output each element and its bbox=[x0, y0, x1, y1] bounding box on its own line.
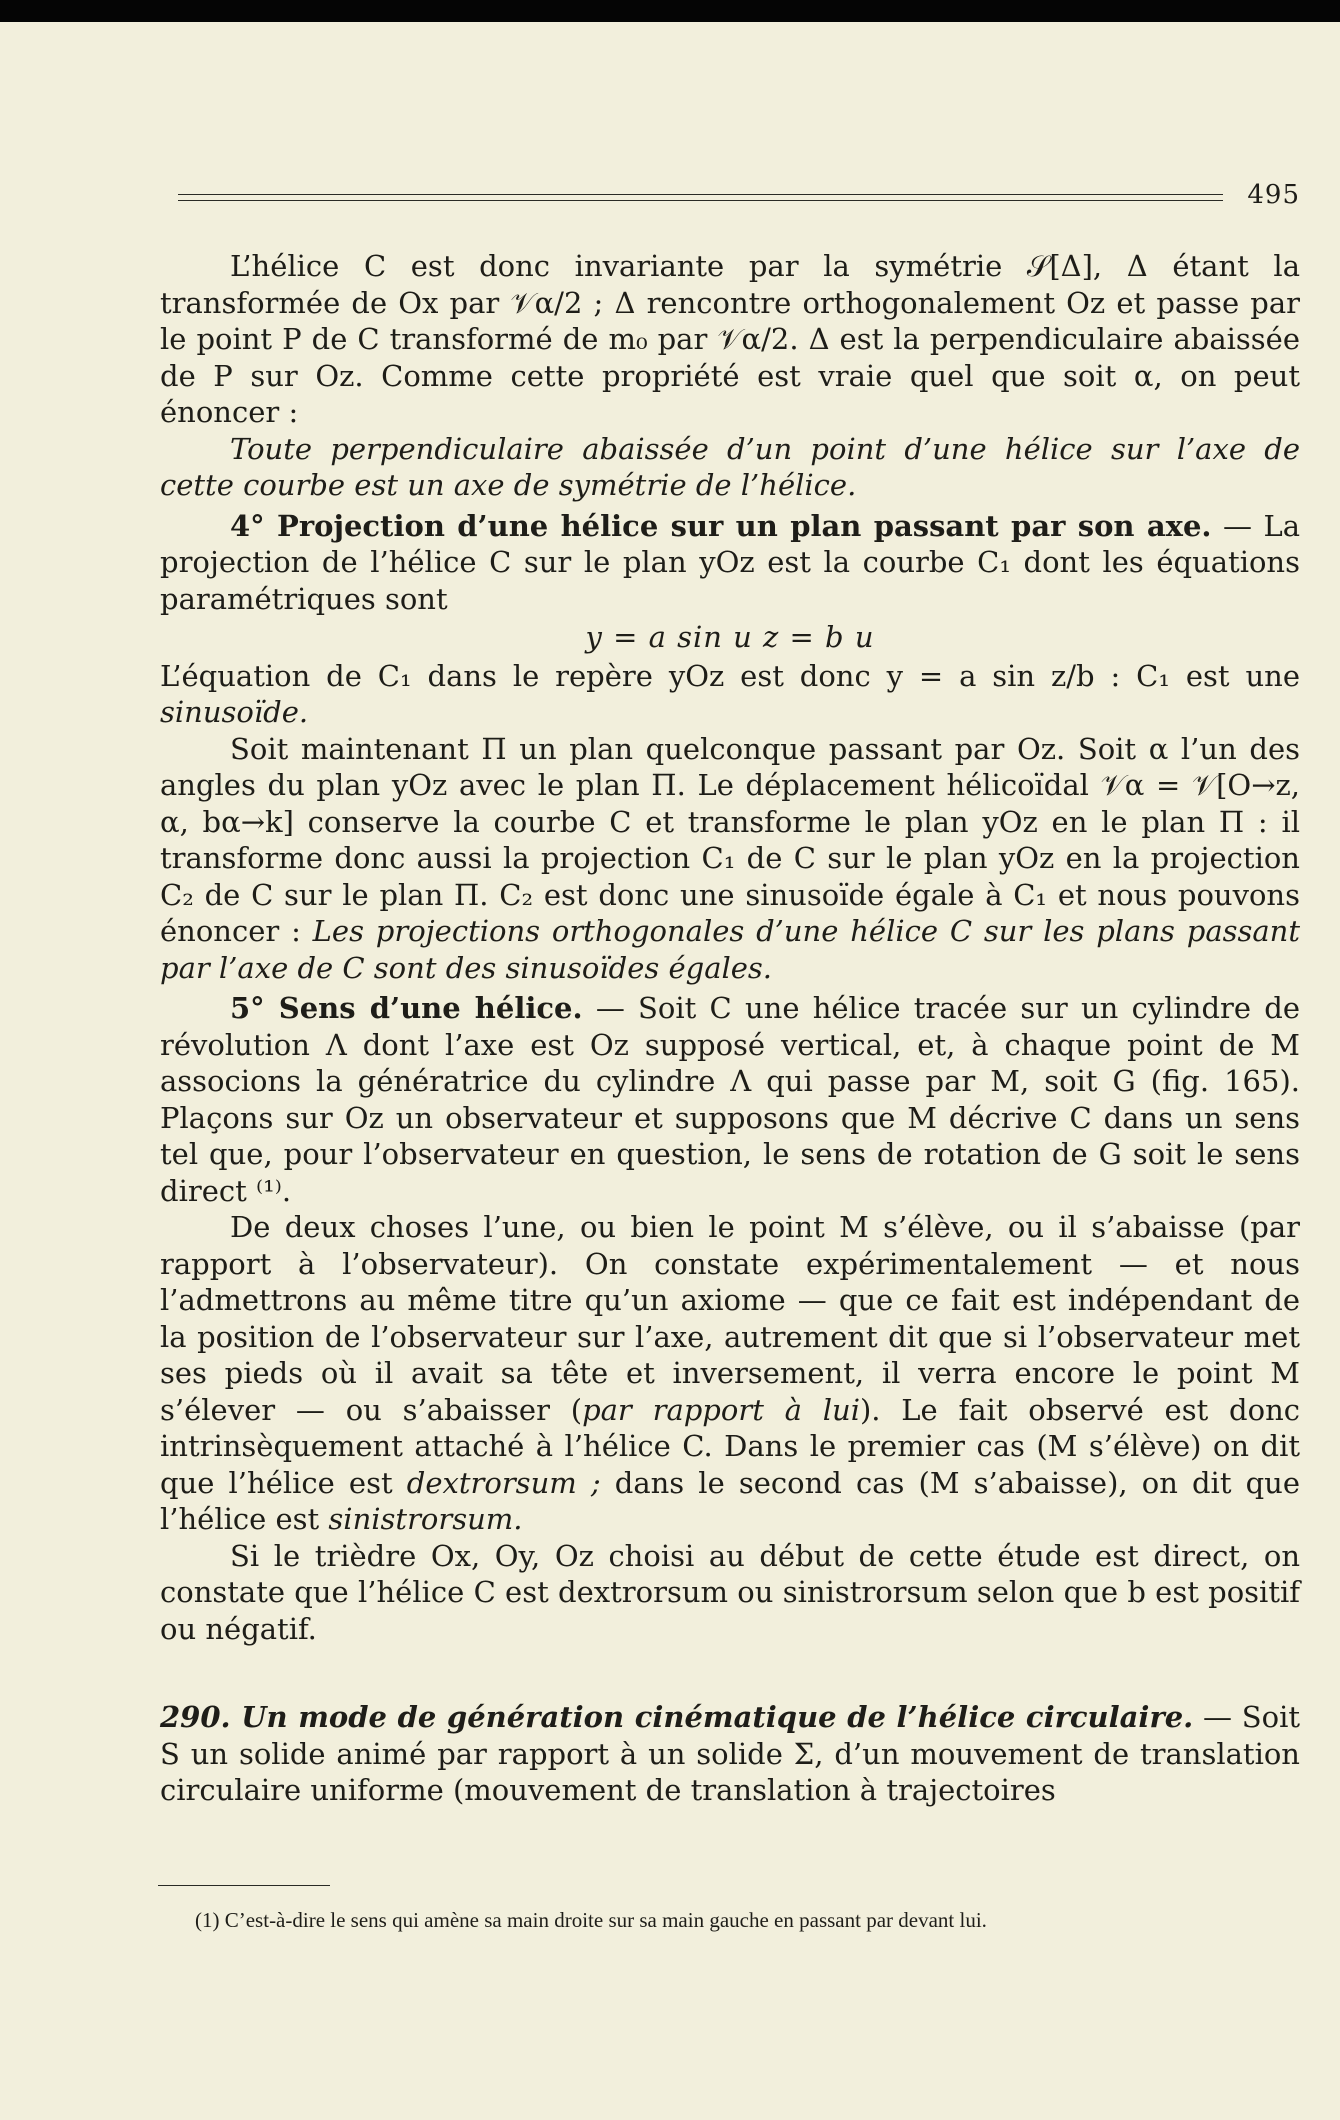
projections-theorem: Les projections orthogonales d’une hélice C sur les plans passant par l’axe de C sont des sinusoïdes égales. bbox=[160, 914, 1300, 985]
section-290 bbox=[160, 1699, 1300, 1809]
section-290-heading: 290. Un mode de génération cinématique de l’hélice circulaire. bbox=[160, 1700, 1194, 1734]
term-dextrorsum: dextrorsum ; bbox=[406, 1465, 601, 1500]
section-290-text: — Soit S un solide animé par rapport à un solide Σ, d’un mouvement de translation circulaire uniforme (mouvement de translation à trajectoires bbox=[160, 1700, 1300, 1807]
section-4-text: — La projection de l’hélice C sur le plan yOz est la courbe C₁ dont les équations paramétriques sont bbox=[160, 508, 1300, 616]
orientation-italic-a: par rapport à lui bbox=[582, 1392, 860, 1427]
header-rule bbox=[178, 194, 1223, 195]
section-4-heading: 4° Projection d’une hélice sur un plan passant par son axe. bbox=[230, 508, 1212, 543]
equation-c1 bbox=[160, 658, 1300, 731]
equation-c1-text: L’équation de C₁ dans le repère yOz est donc y = a sin z/b : C₁ est une bbox=[160, 658, 1300, 693]
section-5 bbox=[160, 990, 1300, 1209]
equation-c1-italic: sinusoïde. bbox=[160, 695, 309, 729]
footnote-rule bbox=[158, 1885, 330, 1886]
paragraph-triedre: Si le trièdre Ox, Oy, Oz choisi au début de cette étude est direct, on constate que l’hélice C est dextrorsum ou sinistrorsum selon que b est positif ou négatif. bbox=[160, 1538, 1300, 1646]
page-body bbox=[160, 248, 1300, 1809]
header-rule bbox=[178, 200, 1223, 201]
section-4 bbox=[160, 508, 1300, 618]
term-sinistrorsum: sinistrorsum. bbox=[328, 1502, 523, 1536]
orientation-text-a: De deux choses l’une, ou bien le point M s’élève, ou il s’abaisse (par rapport à l’observateur). On constate expérimentalement — et nous l’admettrons au même titre qu’un axiome — que ce fait est indépendant de la position de l’observateur sur l’axe, autrement dit que si l’observateur met ses pieds où il avait sa tête et inversement, il verra encore le point M s’élever — ou s’abaisser ( bbox=[160, 1210, 1300, 1427]
parametric-equations: y = a sin u z = b u bbox=[585, 620, 875, 654]
paragraph-orientation bbox=[160, 1209, 1300, 1538]
paragraph-projections bbox=[160, 731, 1300, 987]
section-5-text: — Soit C une hélice tracée sur un cylindre de révolution Λ dont l’axe est Oz supposé vertical, et, à chaque point de M associons la génératrice du cylindre Λ qui passe par M, soit G (fig. 165). Plaçons sur Oz un observateur et supposons que M décrive C dans un sens tel que, pour l’observateur en question, le sens de rotation de G soit le sens direct ⁽¹⁾. bbox=[160, 991, 1300, 1208]
scan-top-border bbox=[0, 0, 1340, 22]
orientation-text-b: ). Le fait observé est donc intrinsèquement attaché à l’hélice C. Dans le premier cas (M s’élève) on dit que l’hélice est bbox=[160, 1392, 1300, 1500]
page-header bbox=[178, 180, 1300, 216]
paragraph-helix-symmetry: L’hélice C est donc invariante par la symétrie 𝒮[Δ], Δ étant la transformée de Ox par 𝒱α/2 ; Δ rencontre orthogonalement Oz et passe par le point P de C transformé de m₀ par 𝒱α/2. Δ est la perpendiculaire abaissée de P sur Oz. Comme cette propriété est vraie quel que soit α, on peut énoncer : bbox=[160, 249, 1300, 429]
page-number: 495 bbox=[1247, 180, 1300, 210]
section-5-heading: 5° Sens d’une hélice. bbox=[230, 991, 583, 1025]
orientation-text-c: dans le second cas (M s’abaisse), on dit que l’hélice est bbox=[160, 1465, 1301, 1536]
theorem-symmetry: Toute perpendiculaire abaissée d’un point d’une hélice sur l’axe de cette courbe est un axe de symétrie de l’hélice. bbox=[160, 431, 1300, 502]
projections-text: Soit maintenant Π un plan quelconque passant par Oz. Soit α l’un des angles du plan yOz avec le plan Π. Le déplacement hélicoïdal 𝒱α = 𝒱[O→z, α, bα→k] conserve la courbe C et transforme le plan yOz en le plan Π : il transforme donc aussi la projection C₁ de C sur le plan yOz en la projection C₂ de C sur le plan Π. C₂ est donc une sinusoïde égale à C₁ et nous pouvons énoncer : bbox=[160, 731, 1300, 948]
footnote: (1) C’est-à-dire le sens qui amène sa main droite sur sa main gauche en passant par devant lui. bbox=[195, 1908, 987, 1932]
